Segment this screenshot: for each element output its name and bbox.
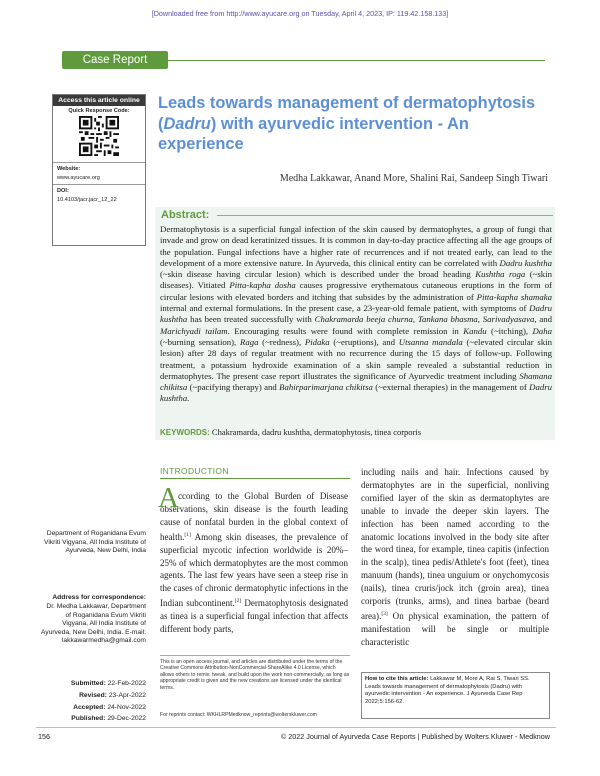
date-row: Revised: 23-Apr-2022	[79, 691, 146, 699]
reference-link[interactable]: [3]	[381, 610, 388, 617]
author-list: Medha Lakkawar, Anand More, Shalini Rai, Sandeep Singh Tiwari	[279, 173, 548, 184]
introduction-column-2: including nails and hair. Infections caused by dermatophytes are in the superficial, nonliving cornified layer of the skin as dermatophytes are unable to invade the deeper skin layers. The infection has been named according to the anatomic locations involved in the body site after the word tinea, for example, tinea capitis (infection in the scalp), tinea pedis/Athlete's foot (feet), tinea manuum (hands), tinea unguium or onychomycosis (nails), tinea cruris/jock itch (groin area), tinea corporis (trunks, arms), and tinea barbae (beard area).[3] On physical examination, the pattern of manifestation will be single or multiple characteristic	[361, 467, 549, 647]
reference-link[interactable]: [1]	[184, 531, 191, 538]
website-link[interactable]: www.ayucare.org	[57, 174, 100, 181]
introduction-rule	[160, 478, 350, 479]
access-box-header: Access this article online	[53, 95, 145, 106]
drop-cap: A	[158, 482, 179, 514]
reference-link[interactable]: [2]	[234, 598, 242, 605]
website-label: Website:	[57, 165, 81, 172]
doi-section	[53, 186, 145, 205]
qr-label: Quick Response Code:	[68, 108, 130, 114]
doi-link[interactable]: 10.4103/jacr.jacr_12_22	[57, 196, 117, 203]
affiliation: Department of Roganidana Evum Vikriti Vigyana, All India Institute of Ayurveda, New Delhi, India	[44, 530, 146, 555]
title-text: Leads towards management of dermatophytosis (	[158, 94, 536, 133]
doi-label: DOI:	[57, 187, 69, 194]
section-rule	[168, 60, 545, 61]
citation-text: How to cite this article: Lakkawar M, More A, Rai S, Tiwari SS. Leads towards management of dermatophytosis (Dadru) with ayurvedic intervention - An experience. J Ayurveda Case Rep 2022;5:156-62.	[365, 676, 530, 705]
license-notice: This is an open access journal, and articles are distributed under the terms of the Creative Commons Attribution-NonCommercial-ShareAlike 4.0 License, which allows others to remix, tweak, and build upon the work non-commercially, as long as appropriate credit is given and the new creations are licensed under the identical terms.	[160, 659, 350, 691]
date-row: Submitted: 22-Feb-2022	[70, 680, 146, 687]
abstract-text: Dermatophytosis is a superficial fungal infection of the skin caused by dermatophytes, a group of fungi that invade and grow on dead keratinized tissues. It is common in day-to-day practice affecting all the age groups of the population. Fungal infections have a higher rate of recurrences and if not treated early, can lead to the development of a more extensive nature. In Ayurveda, this clinical entity can be correlated with Dadru kushtha (~skin disease having circular lesion) which is described under the broad heading Kushtha roga (~skin diseases). Vitiated Pitta-kapha dosha causes progressive erythematous cutaneous eruptions in the form of circular lesions with elevated borders and itching that subsides by the administration of Pitta-kapha shamaka internal and external formulations. In the present case, a 23-year-old female patient, with symptoms of Dadru kushtha has been treated successfully with Chakramarda beeja churna, Tankana bhasma, Sarivadyasava, and Marichyadi tailam. Encouraging results were found with complete remission in Kandu (~itching), Daha (~burning sensation), Raga (~redness), Pidaka (~eruptions), and Utsanna mandala (~elevated circular skin lesion) after 28 days of regular treatment with no recurrence during the 15 days of follow-up. Following treatment, a potassium hydroxide examination of a skin sample revealed a substantial reduction in dermatophytes. The present case report illustrates the significance of Ayurvedic treatment including Shamana chikitsa (~pacifying therapy) and Bahirparimarjana chikitsa (~external therapies) in the management of Dadru kushtha.	[160, 224, 553, 404]
article-title	[158, 93, 558, 155]
section-label: Case Report	[62, 51, 168, 69]
abstract-heading: Abstract:	[161, 209, 210, 221]
article-dates	[40, 678, 146, 725]
divider	[53, 184, 145, 185]
divider	[53, 162, 145, 163]
reprints-contact: For reprints contact: WKHLRPMedknow_reprints@wolterskluwer.com	[160, 712, 317, 718]
keywords-list: Chakramarda, dadru kushtha, dermatophytosis, tinea corporis	[209, 427, 422, 437]
keywords	[160, 427, 552, 437]
abstract-rule	[217, 215, 553, 216]
license-rule	[160, 655, 350, 656]
keywords-label: KEYWORDS:	[160, 428, 210, 437]
correspondence-address: Dr. Medha Lakkawar, Department of Roganidana Evum Vikriti Vigyana, All India Institute of Ayurveda, New Delhi, India. E-mail: lakkawarmedha@gmail.com	[40, 603, 146, 645]
introduction-heading: INTRODUCTION	[160, 466, 229, 476]
access-box	[52, 94, 146, 246]
footer-rule	[36, 727, 556, 728]
title-text: ) with ayurvedic intervention - An experience	[158, 114, 469, 153]
website-section	[53, 164, 145, 183]
download-banner: [Downloaded free from http://www.ayucare.org on Tuesday, April 4, 2023, IP: 119.42.158.133]	[151, 9, 449, 18]
footer-copyright: © 2022 Journal of Ayurveda Case Reports | Published by Wolters Kluwer - Medknow	[281, 732, 550, 741]
date-row: Published: 29-Dec-2022	[71, 715, 146, 723]
date-row: Accepted: 24-Nov-2022	[73, 703, 146, 711]
correspondence-label: Address for correspondence:	[52, 594, 146, 601]
title-italic: Dadru	[163, 114, 211, 133]
page-number: 156	[38, 732, 50, 741]
qr-section	[53, 106, 145, 161]
introduction-column-1: ccording to the Global Burden of Disease observations, skin disease is the fourth leading cause of nonfatal burden in the global context of health.[1] Among skin diseases, the prevalence of superficial mycotic infection worldwide is 20%–25% of which dermatophytes are the most common agents. The last few years have seen a steep rise in the cases of chronic dermatophytic infections in the Indian subcontinent.[2] Dermatophytosis designated as tinea is a superficial fungal infection that affects different body parts,	[160, 491, 348, 635]
qr-code-icon[interactable]	[79, 116, 119, 156]
